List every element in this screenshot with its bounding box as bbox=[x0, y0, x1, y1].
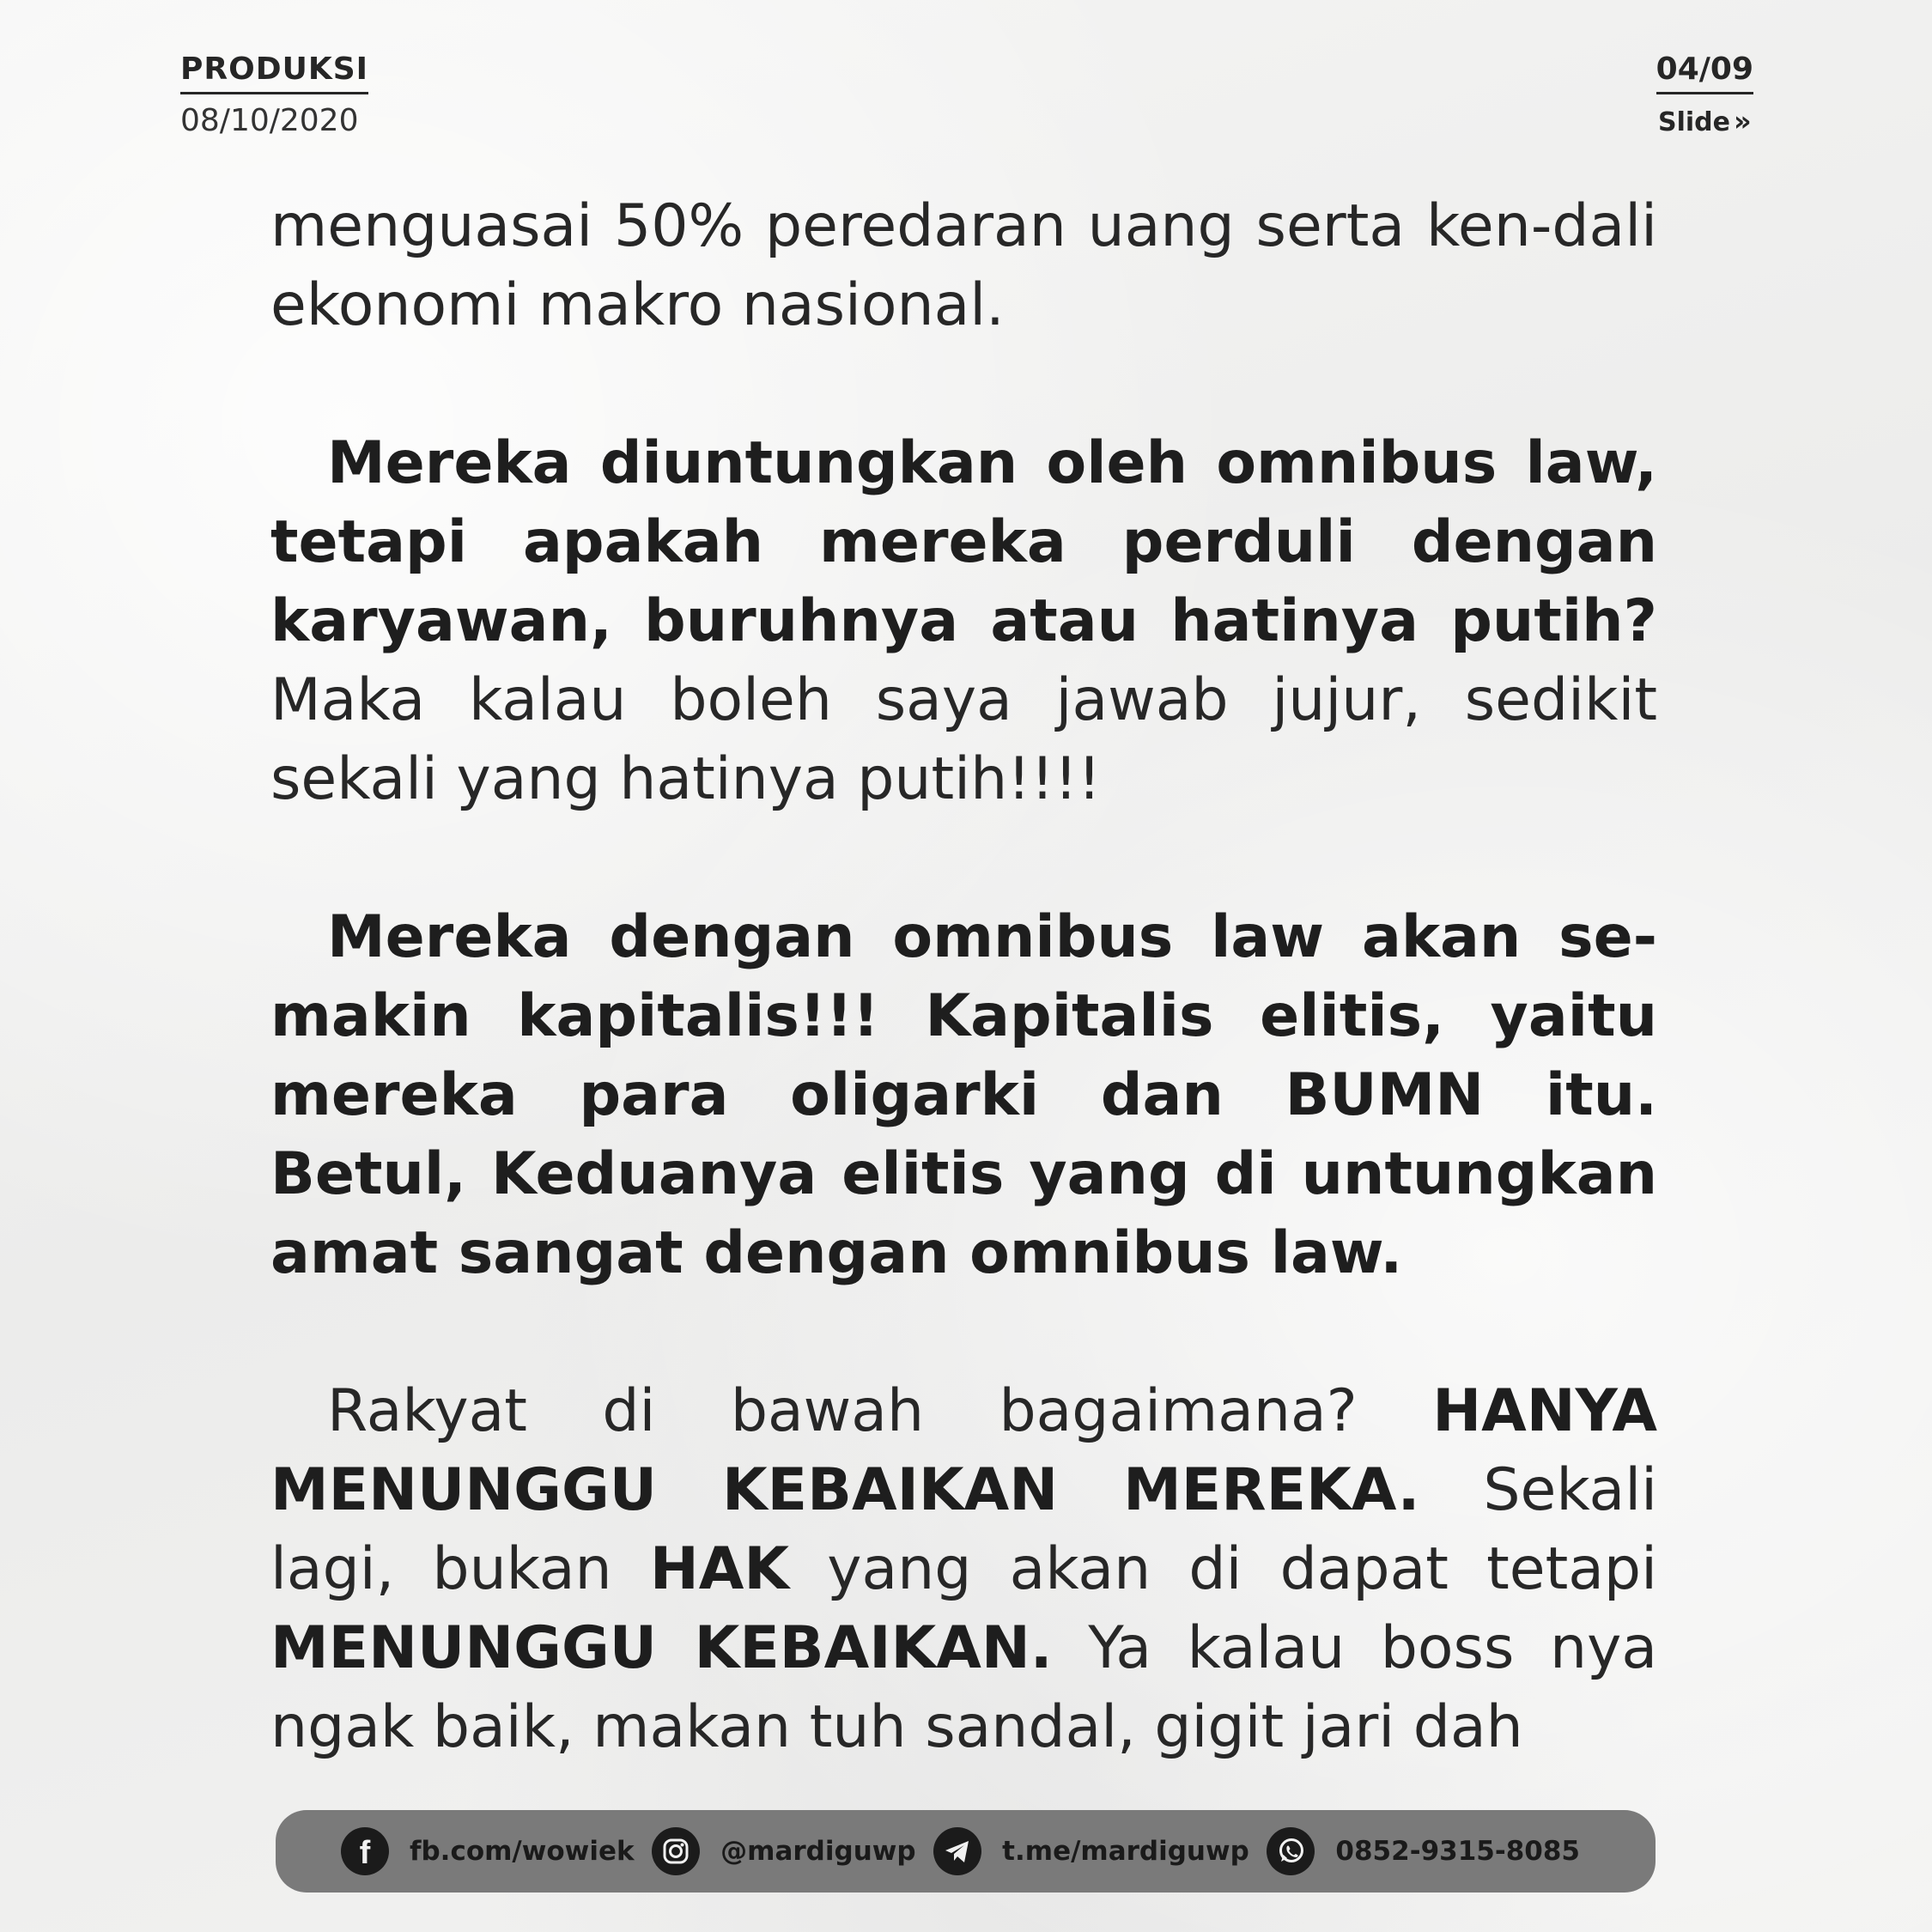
social-facebook[interactable] bbox=[341, 1827, 635, 1875]
social-whatsapp-text: 0852-9315-8085 bbox=[1335, 1836, 1580, 1867]
paragraph-2-bold: Mereka diuntungkan oleh omnibus law, tetapi apakah mereka perduli dengan karyawan, buruhnya atau hatinya putih? bbox=[270, 429, 1657, 655]
social-facebook-text: fb.com/wowiek bbox=[410, 1836, 635, 1867]
p4-b: HANYA MENUNGGU KEBAIKAN MEREKA. bbox=[270, 1377, 1657, 1524]
header-left bbox=[180, 52, 368, 138]
paragraph-2-normal: Maka kalau boleh saya jawab jujur, sedikit sekali yang hatinya putih!!!! bbox=[270, 666, 1657, 813]
social-bar bbox=[276, 1810, 1656, 1893]
social-instagram-text: @mardiguwp bbox=[720, 1836, 916, 1867]
paragraph-3-bold: Mereka dengan omnibus law akan se-makin kapitalis!!! Kapitalis elitis, yaitu mereka para oligarki dan BUMN itu. Betul, Keduanya elitis yang di untungkan amat sangat dengan omnibus law. bbox=[270, 903, 1657, 1287]
production-label: PRODUKSI bbox=[180, 52, 368, 94]
paragraph-2 bbox=[270, 424, 1657, 819]
svg-text:f: f bbox=[359, 1835, 371, 1871]
telegram-icon bbox=[933, 1827, 981, 1875]
p4-f: MENUNGGU KEBAIKAN. bbox=[270, 1614, 1053, 1682]
p4-a: Rakyat di bawah bagaimana? bbox=[327, 1377, 1433, 1445]
double-chevron-right-icon: » bbox=[1733, 105, 1752, 137]
social-telegram[interactable] bbox=[933, 1827, 1249, 1875]
paragraph-gap bbox=[270, 819, 1657, 898]
instagram-icon bbox=[652, 1827, 700, 1875]
paragraph-gap bbox=[270, 345, 1657, 424]
slide-next[interactable] bbox=[1656, 105, 1753, 137]
paragraph-1: menguasai 50% peredaran uang serta ken-dali ekonomi makro nasional. bbox=[270, 192, 1657, 339]
p4-e: yang akan di dapat tetapi bbox=[789, 1535, 1657, 1603]
whatsapp-icon bbox=[1267, 1827, 1315, 1875]
paragraph-4 bbox=[270, 1372, 1657, 1767]
social-whatsapp[interactable] bbox=[1267, 1827, 1580, 1875]
social-instagram[interactable] bbox=[652, 1827, 915, 1875]
slide-label: Slide bbox=[1657, 107, 1730, 137]
production-date: 08/10/2020 bbox=[180, 103, 359, 138]
p4-d: HAK bbox=[649, 1535, 790, 1603]
paragraph-3 bbox=[270, 898, 1657, 1293]
header-right bbox=[1656, 52, 1753, 137]
article-body bbox=[270, 187, 1657, 1767]
paragraph-gap bbox=[270, 1293, 1657, 1372]
p4-c: Sekali lagi, bukan bbox=[270, 1456, 1657, 1603]
p4-g: Ya kalau boss nya ngak baik, makan tuh sandal, gigit jari dah bbox=[270, 1614, 1658, 1761]
social-telegram-text: t.me/mardiguwp bbox=[1002, 1836, 1249, 1867]
page-counter: 04/09 bbox=[1656, 52, 1753, 94]
facebook-icon bbox=[341, 1827, 389, 1875]
